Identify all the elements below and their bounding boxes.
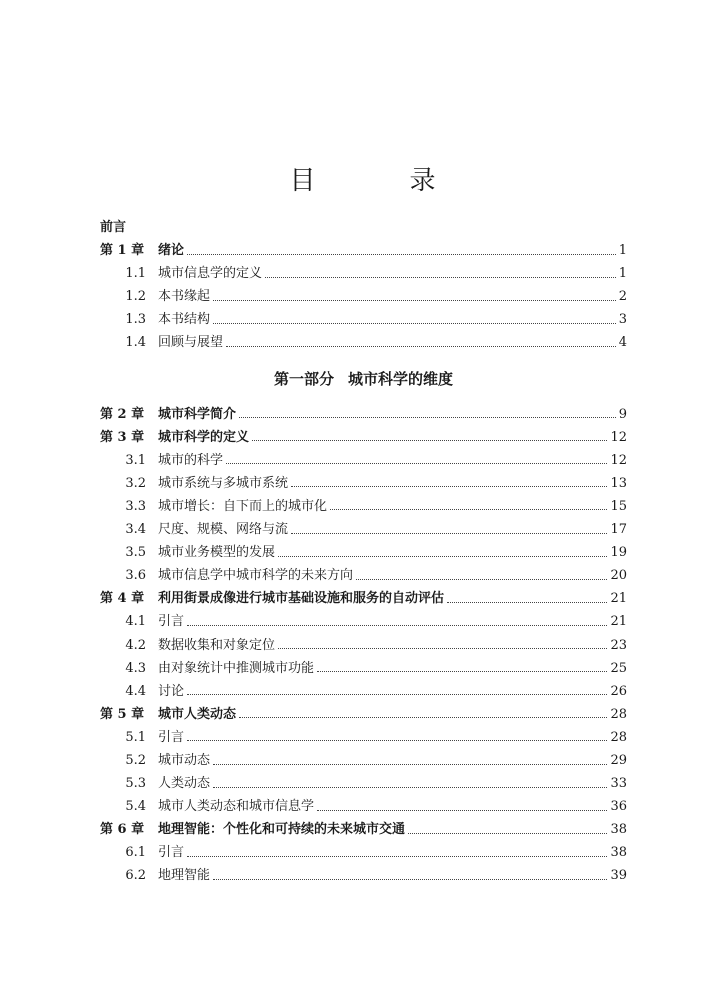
- chapter-label: 第 2 章: [100, 406, 145, 422]
- chapter-label: 第 3 章: [100, 429, 145, 445]
- page-number: 36: [610, 799, 627, 815]
- toc-section-6-1[interactable]: [100, 841, 627, 864]
- section-title: 城市增长：自下而上的城市化: [158, 498, 328, 514]
- page-number: 23: [610, 637, 627, 653]
- dot-leader: [213, 299, 616, 301]
- dot-leader: [187, 624, 607, 626]
- section-number: 3.4: [125, 522, 146, 538]
- section-title: 城市人类动态和城市信息学: [158, 799, 315, 815]
- dot-leader: [213, 786, 607, 788]
- chapter-label: 第 5 章: [100, 706, 145, 722]
- table-of-contents: [100, 216, 627, 888]
- dot-leader: [265, 276, 616, 278]
- toc-section-3-6[interactable]: [100, 564, 627, 587]
- section-number: 4.4: [125, 683, 146, 699]
- dot-leader: [213, 763, 607, 765]
- page-number: 28: [610, 729, 627, 745]
- page-number: 25: [610, 660, 627, 676]
- page-number: 33: [610, 776, 627, 792]
- toc-section-4-3[interactable]: [100, 657, 627, 680]
- section-number: 5.4: [125, 799, 146, 815]
- section-number: 6.1: [125, 845, 146, 861]
- chapter-label: 第 1 章: [100, 243, 145, 259]
- toc-section-1-4[interactable]: [100, 331, 627, 354]
- chapter-title: 绪论: [158, 243, 185, 259]
- page-number: 4: [618, 335, 627, 351]
- chapter-title: 城市科学的定义: [158, 429, 250, 445]
- page-number: 38: [610, 845, 627, 861]
- toc-chapter-1[interactable]: [100, 239, 627, 262]
- toc-section-3-5[interactable]: [100, 541, 627, 564]
- dot-leader: [239, 716, 607, 718]
- page-number: 20: [610, 568, 627, 584]
- section-number: 6.2: [125, 868, 146, 884]
- page-number: 2: [618, 289, 627, 305]
- toc-section-4-1[interactable]: [100, 610, 627, 633]
- toc-section-3-3[interactable]: [100, 495, 627, 518]
- section-title: 城市业务模型的发展: [158, 545, 276, 561]
- section-number: 1.4: [125, 335, 146, 351]
- dot-leader: [330, 508, 607, 510]
- section-number: 1.3: [125, 312, 146, 328]
- section-number: 5.2: [125, 752, 146, 768]
- dot-leader: [252, 439, 607, 441]
- page-number: 21: [610, 614, 627, 630]
- section-title: 引言: [158, 614, 185, 630]
- section-number: 5.3: [125, 776, 146, 792]
- toc-section-5-4[interactable]: [100, 795, 627, 818]
- page-number: 3: [618, 312, 627, 328]
- page-number: 1: [618, 243, 627, 259]
- page-number: 12: [610, 429, 627, 445]
- section-title: 讨论: [158, 683, 185, 699]
- dot-leader: [356, 578, 607, 580]
- dot-leader: [213, 878, 607, 880]
- dot-leader: [187, 739, 607, 741]
- page-number: 38: [610, 822, 627, 838]
- dot-leader: [447, 601, 607, 603]
- section-title: 回顾与展望: [158, 335, 224, 351]
- toc-preface[interactable]: [100, 216, 627, 239]
- dot-leader: [291, 485, 607, 487]
- page-number: 29: [610, 752, 627, 768]
- chapter-title: 利用街景成像进行城市基础设施和服务的自动评估: [158, 591, 445, 607]
- section-title: 引言: [158, 729, 185, 745]
- toc-section-1-2[interactable]: [100, 285, 627, 308]
- toc-section-5-2[interactable]: [100, 749, 627, 772]
- section-number: 1.2: [125, 289, 146, 305]
- page-number: 12: [610, 452, 627, 468]
- section-number: 3.3: [125, 498, 146, 514]
- toc-chapter-3[interactable]: [100, 426, 627, 449]
- toc-section-3-1[interactable]: [100, 449, 627, 472]
- toc-section-3-2[interactable]: [100, 472, 627, 495]
- section-number: 3.6: [125, 568, 146, 584]
- part-heading[interactable]: [100, 361, 627, 399]
- dot-leader: [291, 532, 607, 534]
- section-number: 3.2: [125, 475, 146, 491]
- dot-leader: [278, 647, 607, 649]
- dot-leader: [187, 253, 616, 255]
- toc-section-4-2[interactable]: [100, 634, 627, 657]
- page-number: 21: [610, 591, 627, 607]
- toc-chapter-2[interactable]: [100, 403, 627, 426]
- dot-leader: [317, 809, 607, 811]
- section-title: 地理智能: [158, 868, 211, 884]
- chapter-title: 城市人类动态: [158, 706, 237, 722]
- section-title: 本书结构: [158, 312, 211, 328]
- page-number: 17: [610, 522, 627, 538]
- section-number: 1.1: [125, 266, 146, 282]
- dot-leader: [317, 670, 607, 672]
- page-number: 9: [618, 406, 627, 422]
- preface-label: 前言: [100, 220, 127, 235]
- dot-leader: [213, 322, 616, 324]
- toc-section-1-3[interactable]: [100, 308, 627, 331]
- dot-leader: [187, 693, 607, 695]
- section-title: 由对象统计中推测城市功能: [158, 660, 315, 676]
- page-number: 39: [610, 868, 627, 884]
- page-number: 15: [610, 498, 627, 514]
- page-number: 19: [610, 545, 627, 561]
- section-number: 5.1: [125, 729, 146, 745]
- section-title: 城市信息学中城市科学的未来方向: [158, 568, 354, 584]
- toc-chapter-6[interactable]: [100, 818, 627, 841]
- section-number: 3.1: [125, 452, 146, 468]
- section-title: 数据收集和对象定位: [158, 637, 276, 653]
- section-title: 城市信息学的定义: [158, 266, 263, 282]
- toc-section-3-4[interactable]: [100, 518, 627, 541]
- chapter-label: 第 6 章: [100, 822, 145, 838]
- section-number: 3.5: [125, 545, 146, 561]
- section-number: 4.3: [125, 660, 146, 676]
- dot-leader: [278, 555, 607, 557]
- page-number: 1: [618, 266, 627, 282]
- section-title: 城市系统与多城市系统: [158, 475, 289, 491]
- toc-section-5-3[interactable]: [100, 772, 627, 795]
- section-title: 尺度、规模、网络与流: [158, 522, 289, 538]
- dot-leader: [239, 416, 616, 418]
- toc-section-6-2[interactable]: [100, 864, 627, 887]
- dot-leader: [408, 832, 607, 834]
- section-title: 本书缘起: [158, 289, 211, 305]
- section-title: 人类动态: [158, 776, 211, 792]
- section-number: 4.1: [125, 614, 146, 630]
- part-title: 城市科学的维度: [348, 369, 454, 388]
- dot-leader: [226, 462, 607, 464]
- section-title: 引言: [158, 845, 185, 861]
- toc-chapter-4[interactable]: [100, 587, 627, 610]
- page-number: 28: [610, 706, 627, 722]
- chapter-title: 城市科学简介: [158, 406, 237, 422]
- page-number: 26: [610, 683, 627, 699]
- part-label: 第一部分: [273, 369, 334, 388]
- dot-leader: [226, 345, 616, 347]
- chapter-label: 第 4 章: [100, 591, 145, 607]
- section-title: 城市的科学: [158, 452, 224, 468]
- page-number: 13: [610, 475, 627, 491]
- toc-section-4-4[interactable]: [100, 680, 627, 703]
- page-title: 目 录: [289, 166, 470, 196]
- toc-section-5-1[interactable]: [100, 726, 627, 749]
- section-title: 城市动态: [158, 752, 211, 768]
- toc-section-1-1[interactable]: [100, 262, 627, 285]
- section-number: 4.2: [125, 637, 146, 653]
- chapter-title: 地理智能：个性化和可持续的未来城市交通: [158, 822, 406, 838]
- toc-chapter-5[interactable]: [100, 703, 627, 726]
- dot-leader: [187, 855, 607, 857]
